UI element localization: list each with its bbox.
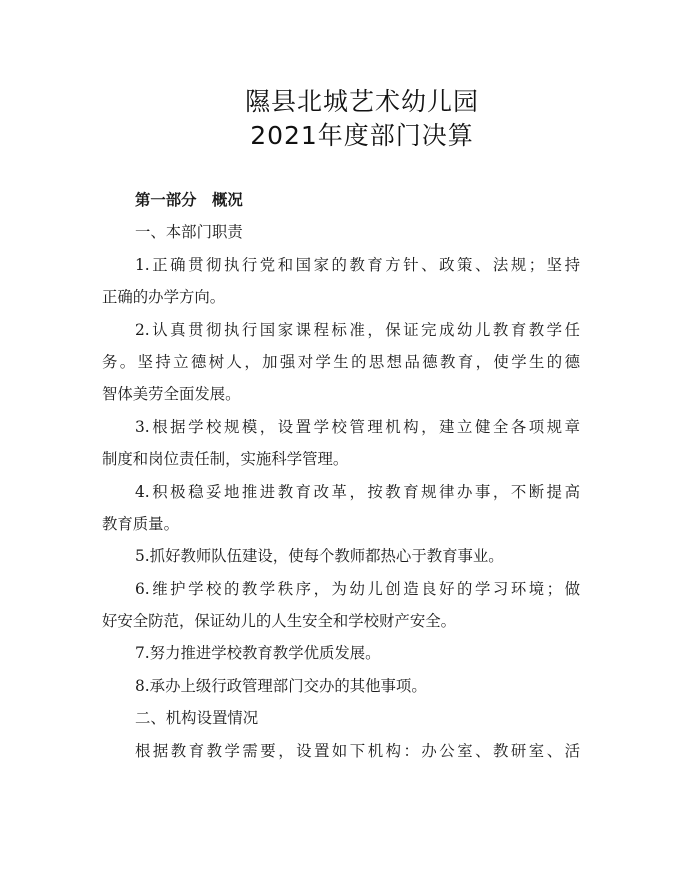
paragraph-line: 正确的办学方向。 [102, 288, 226, 307]
document-subtitle: 2021年度部门决算 [250, 121, 474, 150]
paragraph-line: 制度和岗位责任制，实施科学管理。 [102, 450, 349, 469]
paragraph-line: 根据教育教学需要，设置如下机构：办公室、教研室、活 [135, 741, 580, 760]
paragraph-line: 教育质量。 [102, 514, 179, 533]
paragraph-line: 智体美劳全面发展。 [102, 385, 241, 404]
paragraph-line: 7.努力推进学校教育教学优质发展。 [135, 644, 381, 663]
document-title: 隰县北城艺术幼儿园 [244, 87, 479, 116]
paragraph-line: 5.抓好教师队伍建设，使每个教师都热心于教育事业。 [135, 547, 504, 566]
paragraph-line: 1.正确贯彻执行党和国家的教育方针、政策、法规；坚持 [135, 255, 580, 274]
paragraph-line: 务。坚持立德树人，加强对学生的思想品德教育，使学生的德 [102, 352, 580, 371]
document-body [102, 184, 580, 767]
subheading-duties: 一、本部门职责 [135, 223, 243, 242]
paragraph-line: 8.承办上级行政管理部门交办的其他事项。 [135, 676, 427, 695]
paragraph-line: 好安全防范，保证幼儿的人生安全和学校财产安全。 [102, 612, 456, 631]
paragraph-line: 4.积极稳妥地推进教育改革，按教育规律办事，不断提高 [135, 482, 580, 501]
section-heading: 第一部分 概况 [135, 191, 243, 209]
paragraph-line: 3.根据学校规模，设置学校管理机构，建立健全各项规章 [135, 417, 580, 436]
subheading-organization: 二、机构设置情况 [135, 709, 259, 728]
paragraph-line: 2.认真贯彻执行国家课程标准，保证完成幼儿教育教学任 [135, 320, 580, 339]
paragraph-line: 6.维护学校的教学秩序，为幼儿创造良好的学习环境；做 [135, 579, 580, 598]
